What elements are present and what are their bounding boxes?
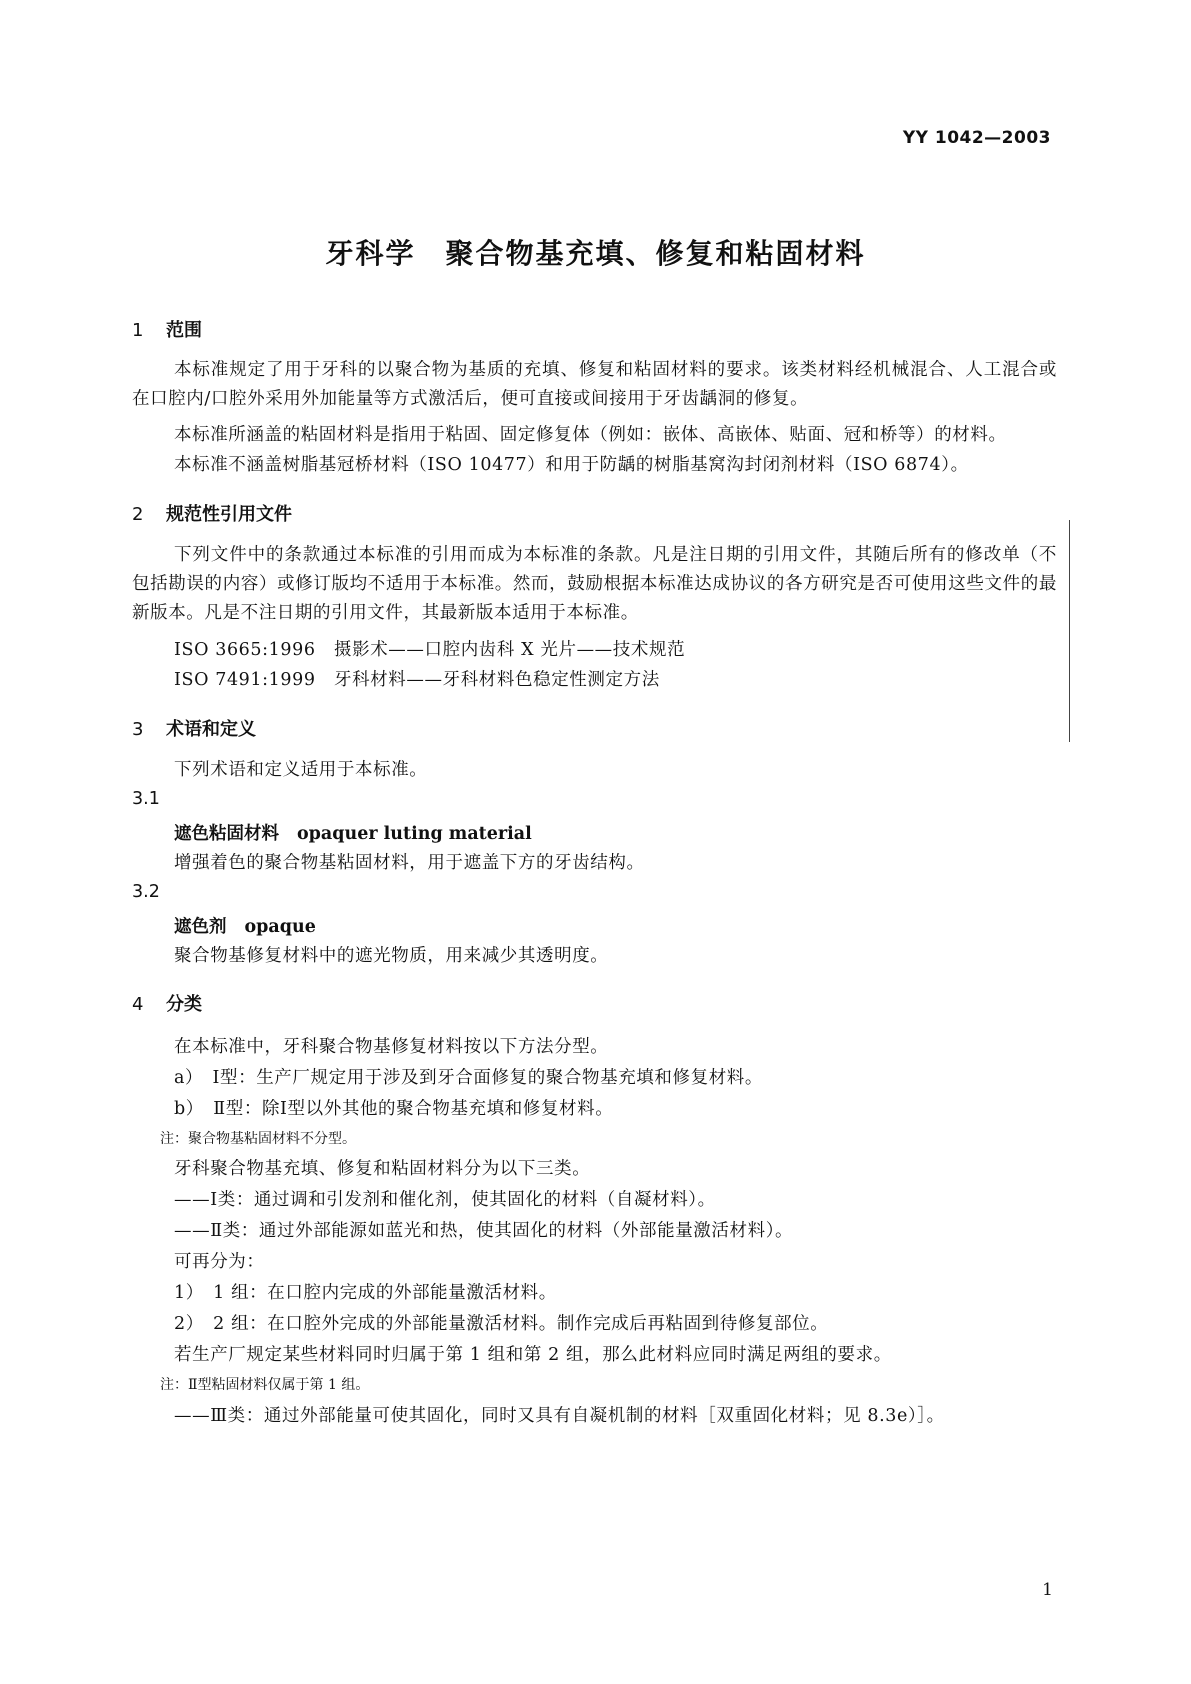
term-number: 3.2 [132,882,160,902]
section-3-title: 术语和定义 [166,719,256,740]
standard-code: YY 1042—2003 [902,128,1051,148]
section-2-number: 2 [132,504,144,525]
classification-line: ——Ⅰ类：通过调和引发剂和催化剂，使其固化的材料（自凝材料）。 [174,1190,716,1210]
reference-title: 摄影术——口腔内齿科 X 光片——技术规范 [334,640,686,660]
section-2-paragraph: 下列文件中的条款通过本标准的引用而成为本标准的条款。凡是注日期的引用文件，其随后所有的修改单（不包括勘误的内容）或修订版均不适用于本标准。然而，鼓励根据本标准达成协议的各方研究是否可使用这些文件的最新版本。凡是不注日期的引用文件，其最新版本适用于本标准。 [132,545,1057,623]
section-1-number: 1 [132,320,144,341]
reference-item [174,636,685,661]
change-bar [1069,520,1070,742]
section-3-heading [132,715,256,741]
classification-line: ——Ⅱ类：通过外部能源如蓝光和热，使其固化的材料（外部能量激活材料）。 [174,1221,794,1241]
note: 注：Ⅱ型粘固材料仅属于第 1 组。 [160,1377,370,1393]
classification-line: 在本标准中，牙科聚合物基修复材料按以下方法分型。 [174,1037,609,1057]
section-3-intro: 下列术语和定义适用于本标准。 [174,760,428,780]
section-1-paragraph-3: 本标准不涵盖树脂基冠桥材料（ISO 10477）和用于防龋的树脂基窝沟封闭剂材料（ISO 6874）。 [174,455,969,475]
section-4-title: 分类 [166,994,202,1015]
term-number: 3.1 [132,789,160,809]
term-heading [174,913,316,938]
reference-code: ISO 3665:1996 [174,640,316,660]
term-definition: 增强着色的聚合物基粘固材料，用于遮盖下方的牙齿结构。 [174,853,645,873]
classification-line: 若生产厂规定某些材料同时归属于第 1 组和第 2 组，那么此材料应同时满足两组的要求。 [174,1345,892,1365]
classification-line: a） Ⅰ型：生产厂规定用于涉及到牙合面修复的聚合物基充填和修复材料。 [174,1068,763,1088]
term-definition: 聚合物基修复材料中的遮光物质，用来减少其透明度。 [174,946,609,966]
term-en: opaque [244,917,316,937]
term-zh: 遮色剂 [174,917,227,937]
term-zh: 遮色粘固材料 [174,824,279,844]
classification-line: 1） 1 组：在口腔内完成的外部能量激活材料。 [174,1283,557,1303]
term-en: opaquer luting material [297,824,532,844]
classification-line: 牙科聚合物基充填、修复和粘固材料分为以下三类。 [174,1159,591,1179]
classification-line: 可再分为： [174,1252,265,1272]
section-4-heading [132,990,202,1016]
section-4-number: 4 [132,994,144,1015]
classification-line: 2） 2 组：在口腔外完成的外部能量激活材料。制作完成后再粘固到待修复部位。 [174,1314,829,1334]
reference-title: 牙科材料——牙科材料色稳定性测定方法 [334,670,660,690]
section-1-paragraph-1: 本标准规定了用于牙科的以聚合物为基质的充填、修复和粘固材料的要求。该类材料经机械混合、人工混合或在口腔内/口腔外采用外加能量等方式激活后，便可直接或间接用于牙齿龋洞的修复。 [132,360,1057,409]
classification-line: b） Ⅱ型：除Ⅰ型以外其他的聚合物基充填和修复材料。 [174,1099,614,1119]
section-2-heading [132,500,292,526]
page-number: 1 [1042,1580,1053,1600]
note: 注：聚合物基粘固材料不分型。 [160,1131,356,1147]
section-1-heading [132,316,202,342]
section-1-paragraph-2: 本标准所涵盖的粘固材料是指用于粘固、固定修复体（例如：嵌体、高嵌体、贴面、冠和桥等）的材料。 [174,425,1007,445]
reference-item [174,666,660,691]
classification-line: ——Ⅲ类：通过外部能量可使其固化，同时又具有自凝机制的材料［双重固化材料；见 8.3e）］。 [174,1406,945,1426]
document-title: 牙科学 聚合物基充填、修复和粘固材料 [325,237,866,270]
term-heading [174,820,532,845]
reference-code: ISO 7491:1999 [174,670,316,690]
section-2-title: 规范性引用文件 [166,504,292,525]
section-1-title: 范围 [166,320,202,341]
section-3-number: 3 [132,719,144,740]
